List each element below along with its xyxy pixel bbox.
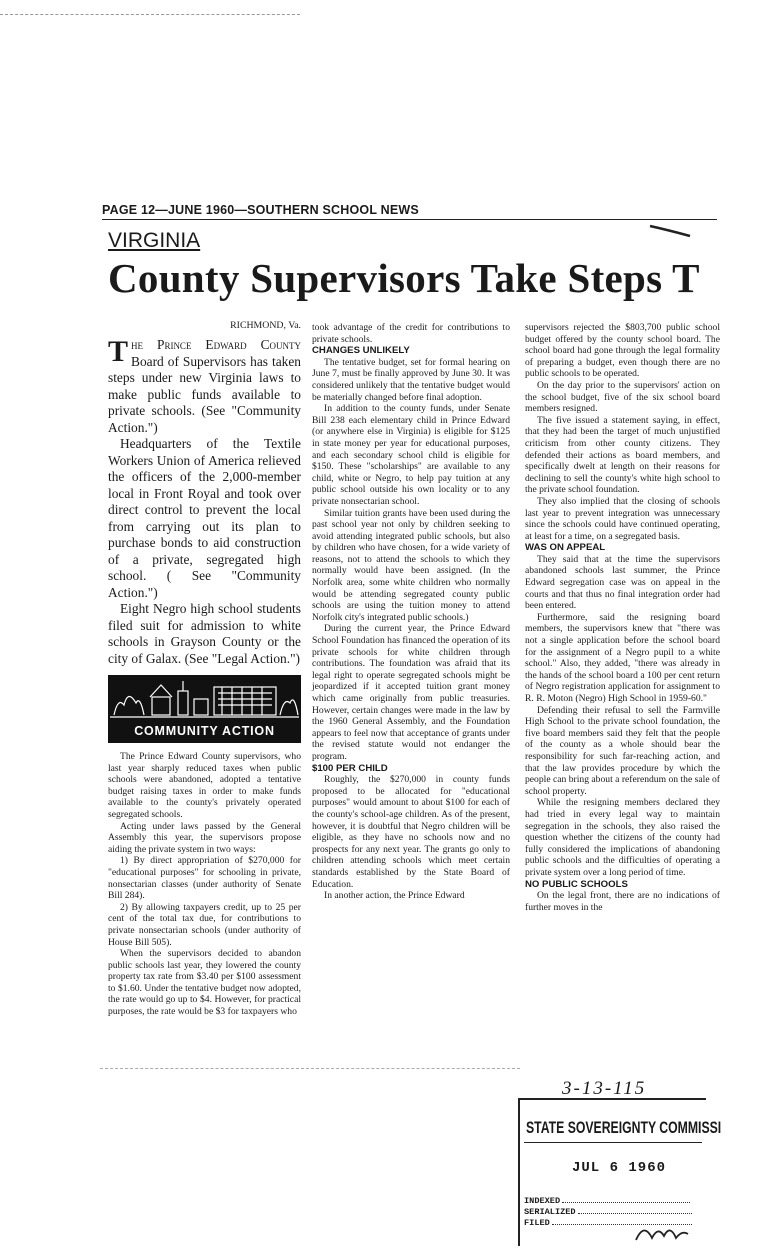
column-3 <box>525 322 720 913</box>
drop-cap: T <box>108 335 129 368</box>
subhead: $100 PER CHILD <box>312 762 388 774</box>
paragraph: When the supervisors decided to abandon public schools last year, they lowered the county property tax rate from $3.40 per $100 assessment to $1.60. Under the tentative budget now adopted, the rate would go up to $4. However, for practical purposes, the rate would be $3 for taxpayers who <box>108 948 301 1018</box>
paragraph: While the resigning members declared they had tried in every legal way to maintain segregation in the schools, they also raised the question whether the citizens of the county had fully considered the implications of abandoning public schools and the difficulties of operating a private system over a long period of time. <box>525 797 720 878</box>
paragraph: Similar tuition grants have been used during the past school year not only by children seeking to avoid attending integrated public schools, but also by children who have chosen, for a wide variety of reasons, not to attend the schools to which they normally would have been assigned. (In the Norfolk area, some white children who normally would be attending segregated county public schools are using the tuition money to attend Norfolk city's integrated public schools.) <box>312 507 510 623</box>
subhead: NO PUBLIC SCHOOLS <box>525 878 628 890</box>
stamp-row-indexed: INDEXED <box>524 1196 690 1206</box>
paragraph: Defending their refusal to sell the Farmville High School to the private school foundation, the five board members said they felt that the people of the county as a whole should bear the responsibility for such far-reaching action, and that the law provides procedure by which the people can bring about a referendum on the sale of school property. <box>525 704 720 797</box>
lede-paragraph <box>108 337 301 436</box>
paragraph: On the day prior to the supervisors' action on the school budget, five of the six school board members resigned. <box>525 379 720 415</box>
small-paragraphs <box>108 751 301 1018</box>
stamp-row-filed: FILED <box>524 1218 692 1228</box>
section-label: VIRGINIA <box>108 229 201 252</box>
stamp-divider <box>524 1142 702 1143</box>
dateline: RICHMOND, Va. <box>230 320 301 331</box>
paragraph: took advantage of the credit for contributions to private schools. <box>312 322 510 345</box>
paragraph: The five issued a statement saying, in effect, that they had been the target of much unjustified criticism from other county citizens. They defended their actions as board members, and specifically dwelt at length on their reasons for declining to sell the county's white high school to the private school foundation. <box>525 414 720 496</box>
page-folio: PAGE 12—JUNE 1960—SOUTHERN SCHOOL NEWS <box>102 203 419 217</box>
top-dash-line <box>0 14 300 15</box>
paragraph: Furthermore, said the resigning board members, the supervisors knew that "there was not a single application before the school board for the assignment of a Negro pupil to a white school." Also, they added, "there was already in the hands of the school board a 100 per cent return of Negro registration application for assignment to R. R. Moton (Negro) High School in 1959-60." <box>525 611 720 704</box>
column-2 <box>312 322 510 902</box>
paragraph: They also implied that the closing of schools last year to prevent integration was unnecessary since the schools could have continued operating, at least for a time, on a segregated basis. <box>525 495 720 542</box>
subhead: CHANGES UNLIKELY <box>312 345 410 357</box>
paragraph: They said that at the time the supervisors abandoned schools last summer, the Prince Edward segregation case was on appeal in the courts and that thus no final integration order had been entered. <box>525 553 720 612</box>
handwritten-number: 3-13-115 <box>562 1078 647 1099</box>
town-illustration <box>108 675 301 725</box>
subhead: WAS ON APPEAL <box>525 542 606 554</box>
lede-smallcaps: he Prince Edward County <box>131 337 301 352</box>
column-1 <box>108 320 301 1018</box>
paragraph: Eight Negro high school students filed suit for admission to white schools in Grayson County or the city of Galax. (See "Legal Action.") <box>108 601 301 666</box>
stamp-title: STATE SOVEREIGNTY COMMISSI <box>526 1118 722 1137</box>
big-paragraphs <box>108 436 301 667</box>
paragraph: Roughly, the $270,000 in county funds proposed to be allocated for "educational purposes" would amount to about $100 for each of the county's school-age children. As of the present, however, it is doubtful that Negro children will be eligible, as they have no schools now and no prospects for any next year. The grants go only to children attending schools which meet certain standards established by the State Board of Education. <box>312 774 510 890</box>
stamp-date: JUL 6 1960 <box>572 1160 667 1176</box>
paragraph: 1) By direct appropriation of $270,000 for "educational purposes" for schooling in private, nonsectarian classes (under authority of Senate Bill 284). <box>108 855 301 902</box>
paragraph: Headquarters of the Textile Workers Union of America relieved the officers of the 2,000-member local in Front Royal and took over direct control to prevent the local from carrying out its plan to purchase bonds to aid construction of a private, segregated high school. ( See "Community Action.") <box>108 436 301 600</box>
headline: County Supervisors Take Steps T <box>108 255 700 301</box>
handwritten-signature <box>632 1218 692 1246</box>
paragraph: During the current year, the Prince Edward School Foundation has financed the operation of its private schools for white children through contributions. The foundation was afraid that its legal right to operate segregated schools might be jeopardized if it accepted tuition grant money which came originally from public treasuries. However, certain changes were made in the law by the 1960 General Assembly, and the Foundation appears to feel now that acceptance of grants under the revised statute would not endanger the program. <box>312 623 510 762</box>
banner-label: COMMUNITY ACTION <box>134 724 275 738</box>
paragraph: Acting under laws passed by the General Assembly this year, the supervisors propose aiding the private system in two ways: <box>108 820 301 855</box>
paragraph: 2) By allowing taxpayers credit, up to 25 per cent of the total tax due, for contributions to private nonsectarian schools (under authority of House Bill 505). <box>108 901 301 948</box>
stamp-row-serialized: SERIALIZED <box>524 1207 692 1217</box>
paragraph: On the legal front, there are no indications of further moves in the <box>525 890 720 913</box>
folio-rule <box>102 219 717 220</box>
paragraph: The Prince Edward County supervisors, who last year sharply reduced taxes when public schools were abandoned, adopted a tentative budget raising taxes in order to make funds available to the county's privately operated segregated schools. <box>108 751 301 820</box>
paragraph: supervisors rejected the $803,700 public school budget offered by the county school board. The school board had gone through the legal formality of preparing a budget, even though there are no public schools to be operated. <box>525 322 720 380</box>
community-action-banner <box>108 675 301 743</box>
pen-stroke-mark <box>648 224 692 238</box>
bottom-dash-line <box>100 1068 520 1069</box>
lede-text: Board of Supervisors has taken steps under new Virginia laws to make public funds available to private schools. (See "Community Action.") <box>108 353 301 435</box>
paragraph: In another action, the Prince Edward <box>324 890 465 902</box>
paragraph: In addition to the county funds, under Senate Bill 238 each elementary child in Prince Edward (or anywhere else in Virginia) is eligible for $125 in state money per year for educational purposes, and each secondary school child is eligible for $150. These "scholarships" are available to any child, white or Negro, to help pay tuition at any public school outside his own locality or to any private nonsectarian school. <box>312 403 510 507</box>
paragraph: The tentative budget, set for formal hearing on June 7, must be finally approved by June 30. It was considered unlikely that the tentative budget would be materially changed before final adoption. <box>312 356 510 403</box>
